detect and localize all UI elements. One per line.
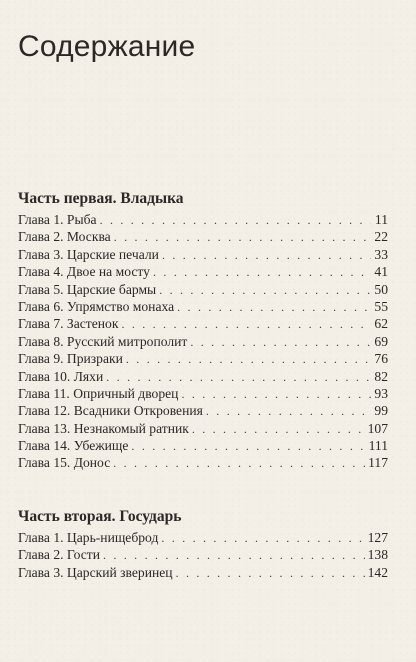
chapter-label: Глава 14. Убежище (18, 438, 129, 454)
toc-entry[interactable] (18, 385, 388, 402)
chapter-label: Глава 12. Всадники Откровения (18, 403, 203, 419)
chapter-label: Глава 5. Царские бармы (18, 281, 157, 297)
page-number: 69 (374, 333, 388, 349)
page-number: 50 (374, 281, 388, 297)
dot-leader (126, 351, 371, 368)
toc-list-part-2 (18, 529, 388, 581)
toc-entry[interactable] (18, 368, 388, 385)
dot-leader (153, 264, 371, 281)
dot-leader (106, 369, 371, 386)
dot-leader (192, 421, 365, 438)
toc-entry[interactable] (18, 333, 388, 350)
page-number: 82 (374, 368, 388, 384)
toc-list-part-1 (18, 211, 388, 472)
toc-entry[interactable] (18, 564, 388, 581)
chapter-label: Глава 9. Призраки (18, 351, 123, 367)
toc-entry[interactable] (18, 246, 388, 263)
dot-leader (100, 212, 371, 229)
page-number: 127 (367, 530, 388, 545)
dot-leader (162, 247, 371, 264)
toc-entry[interactable] (18, 211, 388, 228)
page-number: 111 (368, 438, 388, 454)
toc-entry[interactable] (18, 454, 388, 471)
toc-entry[interactable] (18, 546, 388, 563)
toc-entry[interactable] (18, 298, 388, 315)
part-title: Часть вторая. Государь (18, 508, 182, 525)
dot-leader (121, 316, 371, 333)
page-number: 11 (374, 212, 388, 227)
page-number: 55 (374, 298, 388, 314)
toc-entry[interactable] (18, 420, 388, 437)
toc-entry[interactable] (18, 315, 388, 332)
toc-entry[interactable] (18, 350, 388, 367)
toc-entry[interactable] (18, 402, 388, 419)
toc-entry[interactable] (18, 281, 388, 298)
page-title: Содержание (18, 30, 196, 63)
dot-leader (161, 530, 364, 547)
chapter-label: Глава 3. Царские печали (18, 246, 159, 262)
chapter-label: Глава 13. Незнакомый ратник (18, 420, 189, 436)
dot-leader (177, 299, 371, 316)
toc-entry[interactable] (18, 437, 388, 454)
chapter-label: Глава 11. Опричный дворец (18, 385, 179, 401)
dot-leader (206, 403, 371, 420)
chapter-label: Глава 15. Донос (18, 455, 111, 471)
page-number: 93 (374, 385, 388, 401)
page-number: 62 (374, 316, 388, 332)
chapter-label: Глава 3. Царский зверинец (18, 564, 173, 580)
page-number: 117 (368, 455, 388, 471)
toc-entry[interactable] (18, 228, 388, 245)
part-title: Часть первая. Владыка (18, 190, 184, 207)
chapter-label: Глава 1. Рыба (18, 212, 97, 227)
page-number: 107 (367, 420, 388, 436)
chapter-label: Глава 6. Упрямство монаха (18, 298, 175, 314)
dot-leader (113, 455, 365, 472)
dot-leader (131, 438, 365, 455)
dot-leader (159, 282, 371, 299)
page-number: 142 (367, 564, 388, 580)
chapter-label: Глава 2. Москва (18, 229, 111, 245)
dot-leader (176, 565, 365, 582)
dot-leader (190, 334, 371, 351)
toc-entry[interactable] (18, 263, 388, 280)
page-number: 138 (367, 547, 388, 563)
chapter-label: Глава 10. Ляхи (18, 368, 104, 384)
chapter-label: Глава 1. Царь-нищеброд (18, 530, 159, 545)
dot-leader (103, 547, 365, 564)
page-number: 99 (374, 403, 388, 419)
chapter-label: Глава 4. Двое на мосту (18, 264, 150, 280)
chapter-label: Глава 7. Застенок (18, 316, 119, 332)
page-number: 22 (374, 229, 388, 245)
page-number: 41 (374, 264, 388, 280)
dot-leader (114, 229, 371, 246)
page-number: 33 (374, 246, 388, 262)
chapter-label: Глава 8. Русский митрополит (18, 333, 188, 349)
dot-leader (181, 386, 371, 403)
page-number: 76 (374, 351, 388, 367)
chapter-label: Глава 2. Гости (18, 547, 100, 563)
toc-entry[interactable] (18, 529, 388, 546)
